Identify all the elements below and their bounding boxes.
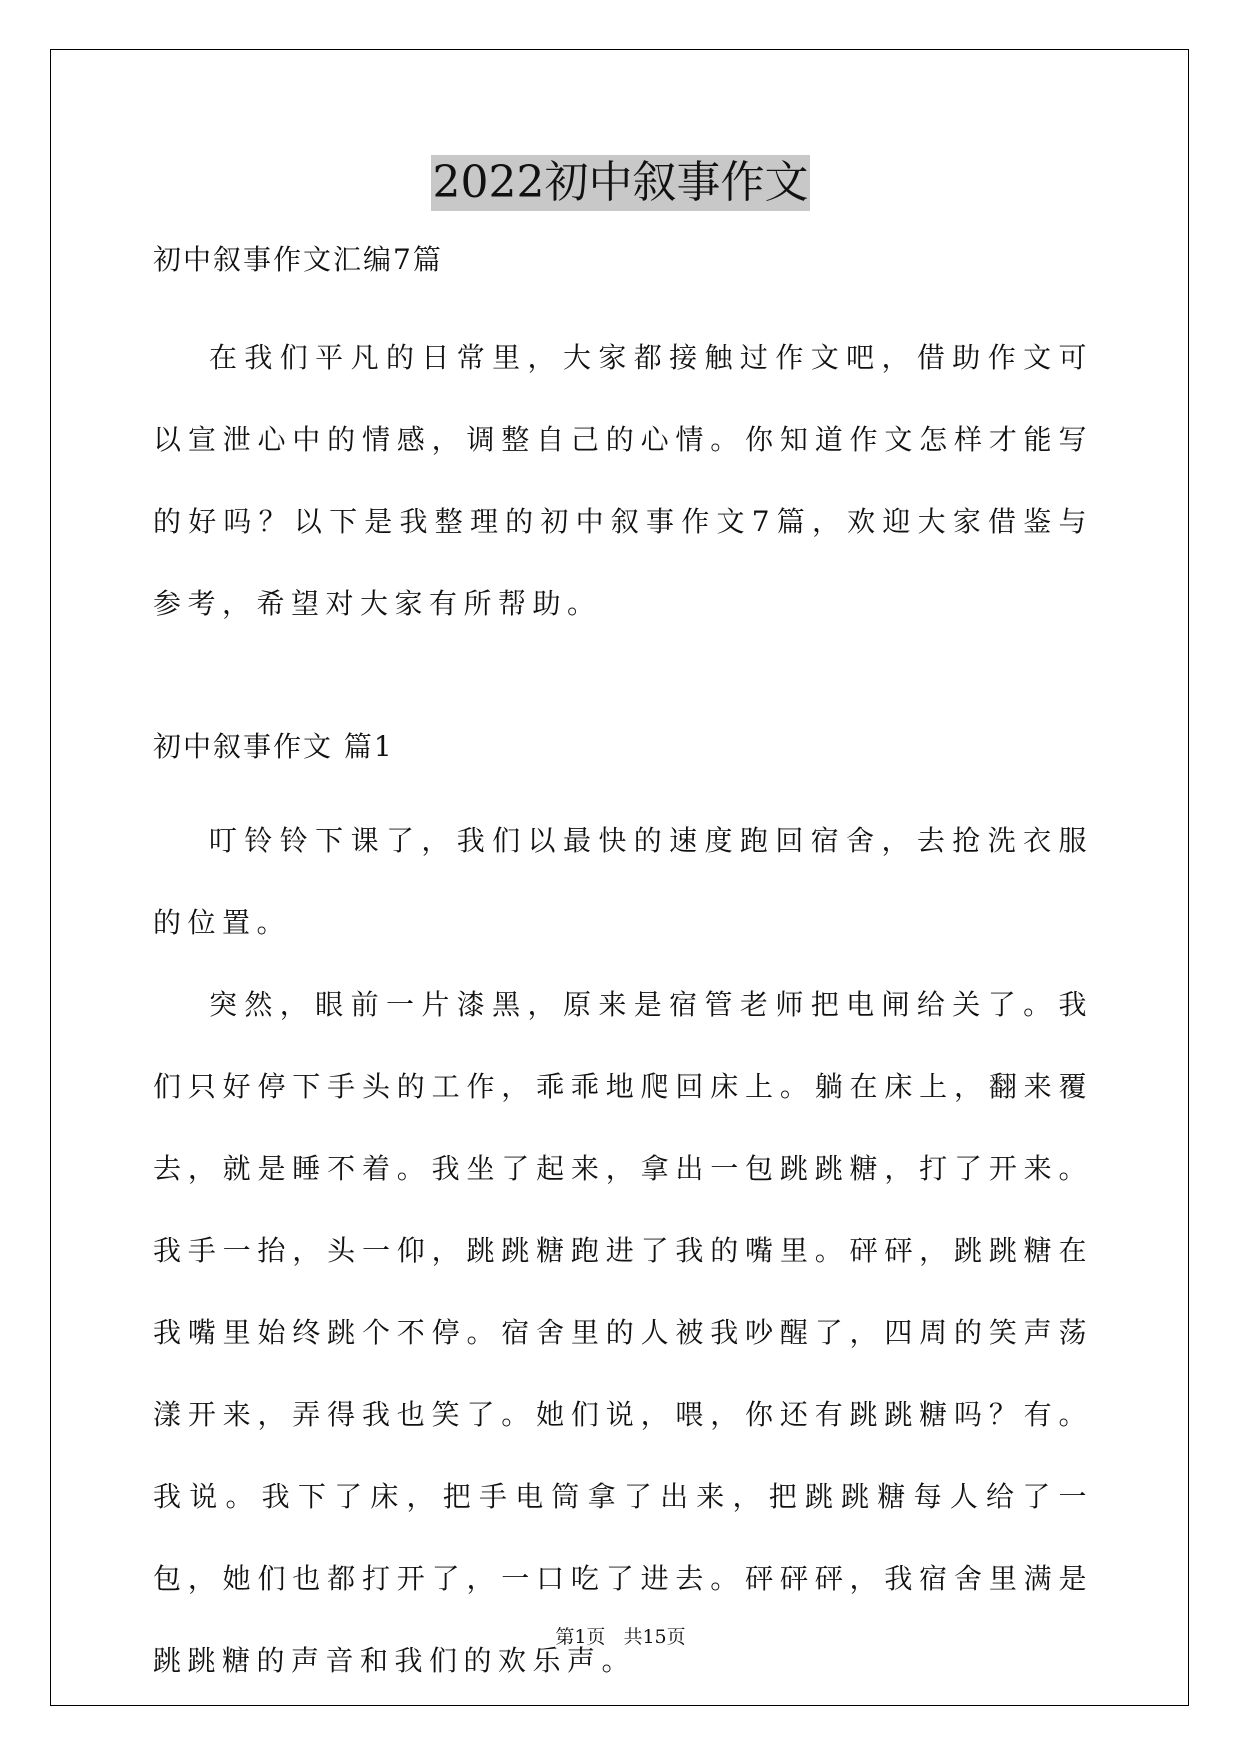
- page-number: 第1页: [555, 1626, 606, 1648]
- page-total: 共15页: [623, 1626, 686, 1648]
- document-body: [153, 236, 1093, 1702]
- document-title-wrapper: [0, 155, 1241, 211]
- document-title: 2022初中叙事作文: [431, 155, 811, 211]
- section-heading: 初中叙事作文 篇1: [153, 730, 394, 763]
- page-footer: [0, 1625, 1241, 1649]
- body-paragraph-1: 叮铃铃下课了，我们以最快的速度跑回宿舍，去抢洗衣服的位置。: [153, 824, 1093, 939]
- intro-paragraph: 在我们平凡的日常里，大家都接触过作文吧，借助作文可以宣泄心中的情感，调整自己的心情。你知道作文怎样才能写的好吗？以下是我整理的初中叙事作文7篇，欢迎大家借鉴与参考，希望对大家有所帮助。: [153, 341, 1093, 620]
- document-subtitle: 初中叙事作文汇编7篇: [153, 243, 443, 276]
- body-paragraph-2: 突然，眼前一片漆黑，原来是宿管老师把电闸给关了。我们只好停下手头的工作，乖乖地爬回床上。躺在床上，翻来覆去，就是睡不着。我坐了起来，拿出一包跳跳糖，打了开来。我手一抬，头一仰，跳跳糖跑进了我的嘴里。砰砰，跳跳糖在我嘴里始终跳个不停。宿舍里的人被我吵醒了，四周的笑声荡漾开来，弄得我也笑了。她们说，喂，你还有跳跳糖吗？有。我说。我下了床，把手电筒拿了出来，把跳跳糖每人给了一包，她们也都打开了，一口吃了进去。砰砰砰，我宿舍里满是跳跳糖的声音和我们的欢乐声。: [153, 988, 1093, 1677]
